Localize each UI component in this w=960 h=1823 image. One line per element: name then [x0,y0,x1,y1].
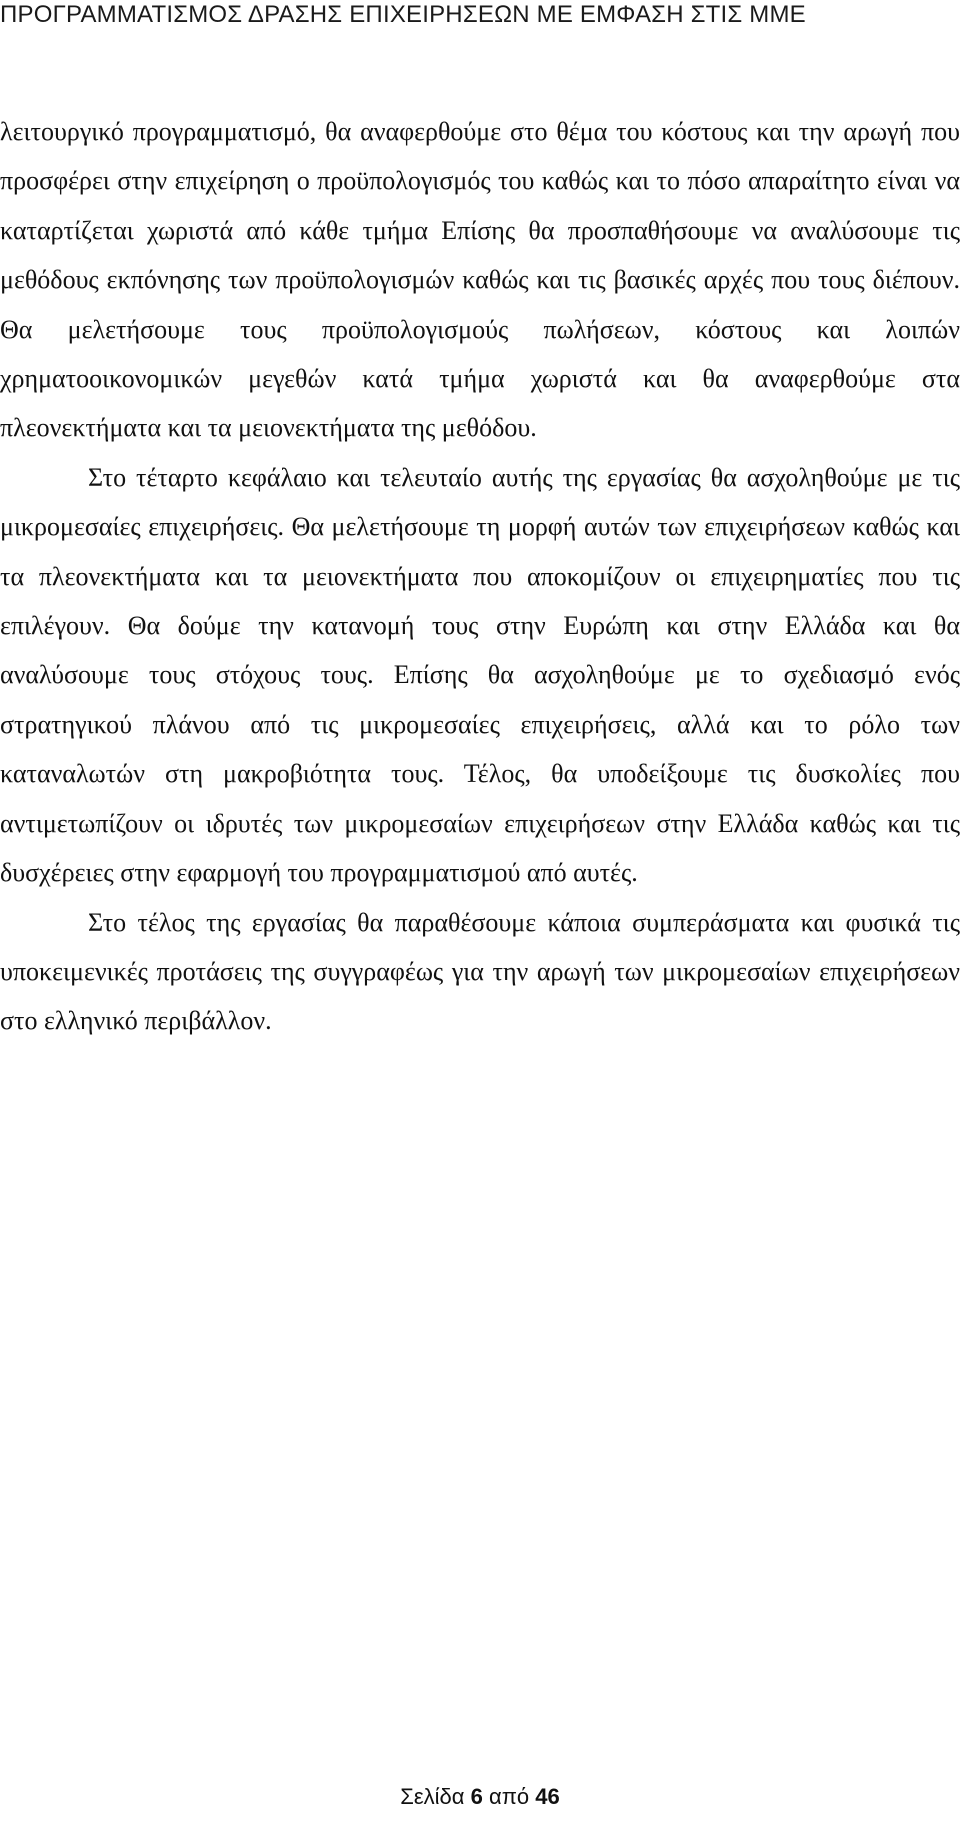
page-label: Σελίδα [400,1784,465,1809]
paragraph-continuation: λειτουργικό προγραμματισμό, θα αναφερθούμε στο θέμα του κόστους και την αρωγή που προσφέρει στην επιχείρηση ο προϋπολογισμός του καθώς και το πόσο απαραίτητο είναι να καταρτίζεται χωριστά από κάθε τμήμα Επίσης θα προσπαθήσουμε να αναλύσουμε τις μεθόδους εκπόνησης των προϋπολογισμών καθώς και τις βασικές αρχές που τους διέπουν. Θα μελετήσουμε τους προϋπολογισμούς πωλήσεων, κόστους και λοιπών χρηματοοικονομικών μεγεθών κατά τμήμα χωριστά και θα αναφερθούμε στα πλεονεκτήματα και τα μειονεκτήματα της μεθόδου. [0,117,960,443]
page-footer [0,1783,960,1811]
page-number: 6 [470,1784,483,1809]
paragraph-conclusion: Στο τέλος της εργασίας θα παραθέσουμε κάποια συμπεράσματα και φυσικά τις υποκειμενικές προτάσεις της συγγραφέως για την αρωγή των μικρομεσαίων επιχειρήσεων στο ελληνικό περιβάλλον. [0,907,960,1036]
of-label: από [489,1784,530,1809]
total-pages: 46 [535,1784,560,1809]
document-body [0,107,960,1046]
paragraph-chapter-four: Στο τέταρτο κεφάλαιο και τελευταίο αυτής της εργασίας θα ασχοληθούμε με τις μικρομεσαίες επιχειρήσεις. Θα μελετήσουμε τη μορφή αυτών των επιχειρήσεων καθώς και τα πλεονεκτήματα και τα μειονεκτήματα που αποκομίζουν οι επιχειρηματίες που τις επιλέγουν. Θα δούμε την κατανομή τους στην Ευρώπη και στην Ελλάδα και θα αναλύσουμε τους στόχους τους. Επίσης θα ασχοληθούμε με το σχεδιασμό ενός στρατηγικού πλάνου από τις μικρομεσαίες επιχειρήσεις, αλλά και το ρόλο των καταναλωτών στη μακροβιότητα τους. Τέλος, θα υποδείξουμε τις δυσκολίες που αντιμετωπίζουν οι ιδρυτές των μικρομεσαίων επιχειρήσεων στην Ελλάδα καθώς και τις δυσχέρειες στην εφαρμογή του προγραμματισμού από αυτές. [0,462,960,888]
running-header: ΠΡΟΓΡΑΜΜΑΤΙΣΜΟΣ ΔΡΑΣΗΣ ΕΠΙΧΕΙΡΗΣΕΩΝ ΜΕ ΕΜΦΑΣΗ ΣΤΙΣ ΜΜΕ [0,1,806,28]
